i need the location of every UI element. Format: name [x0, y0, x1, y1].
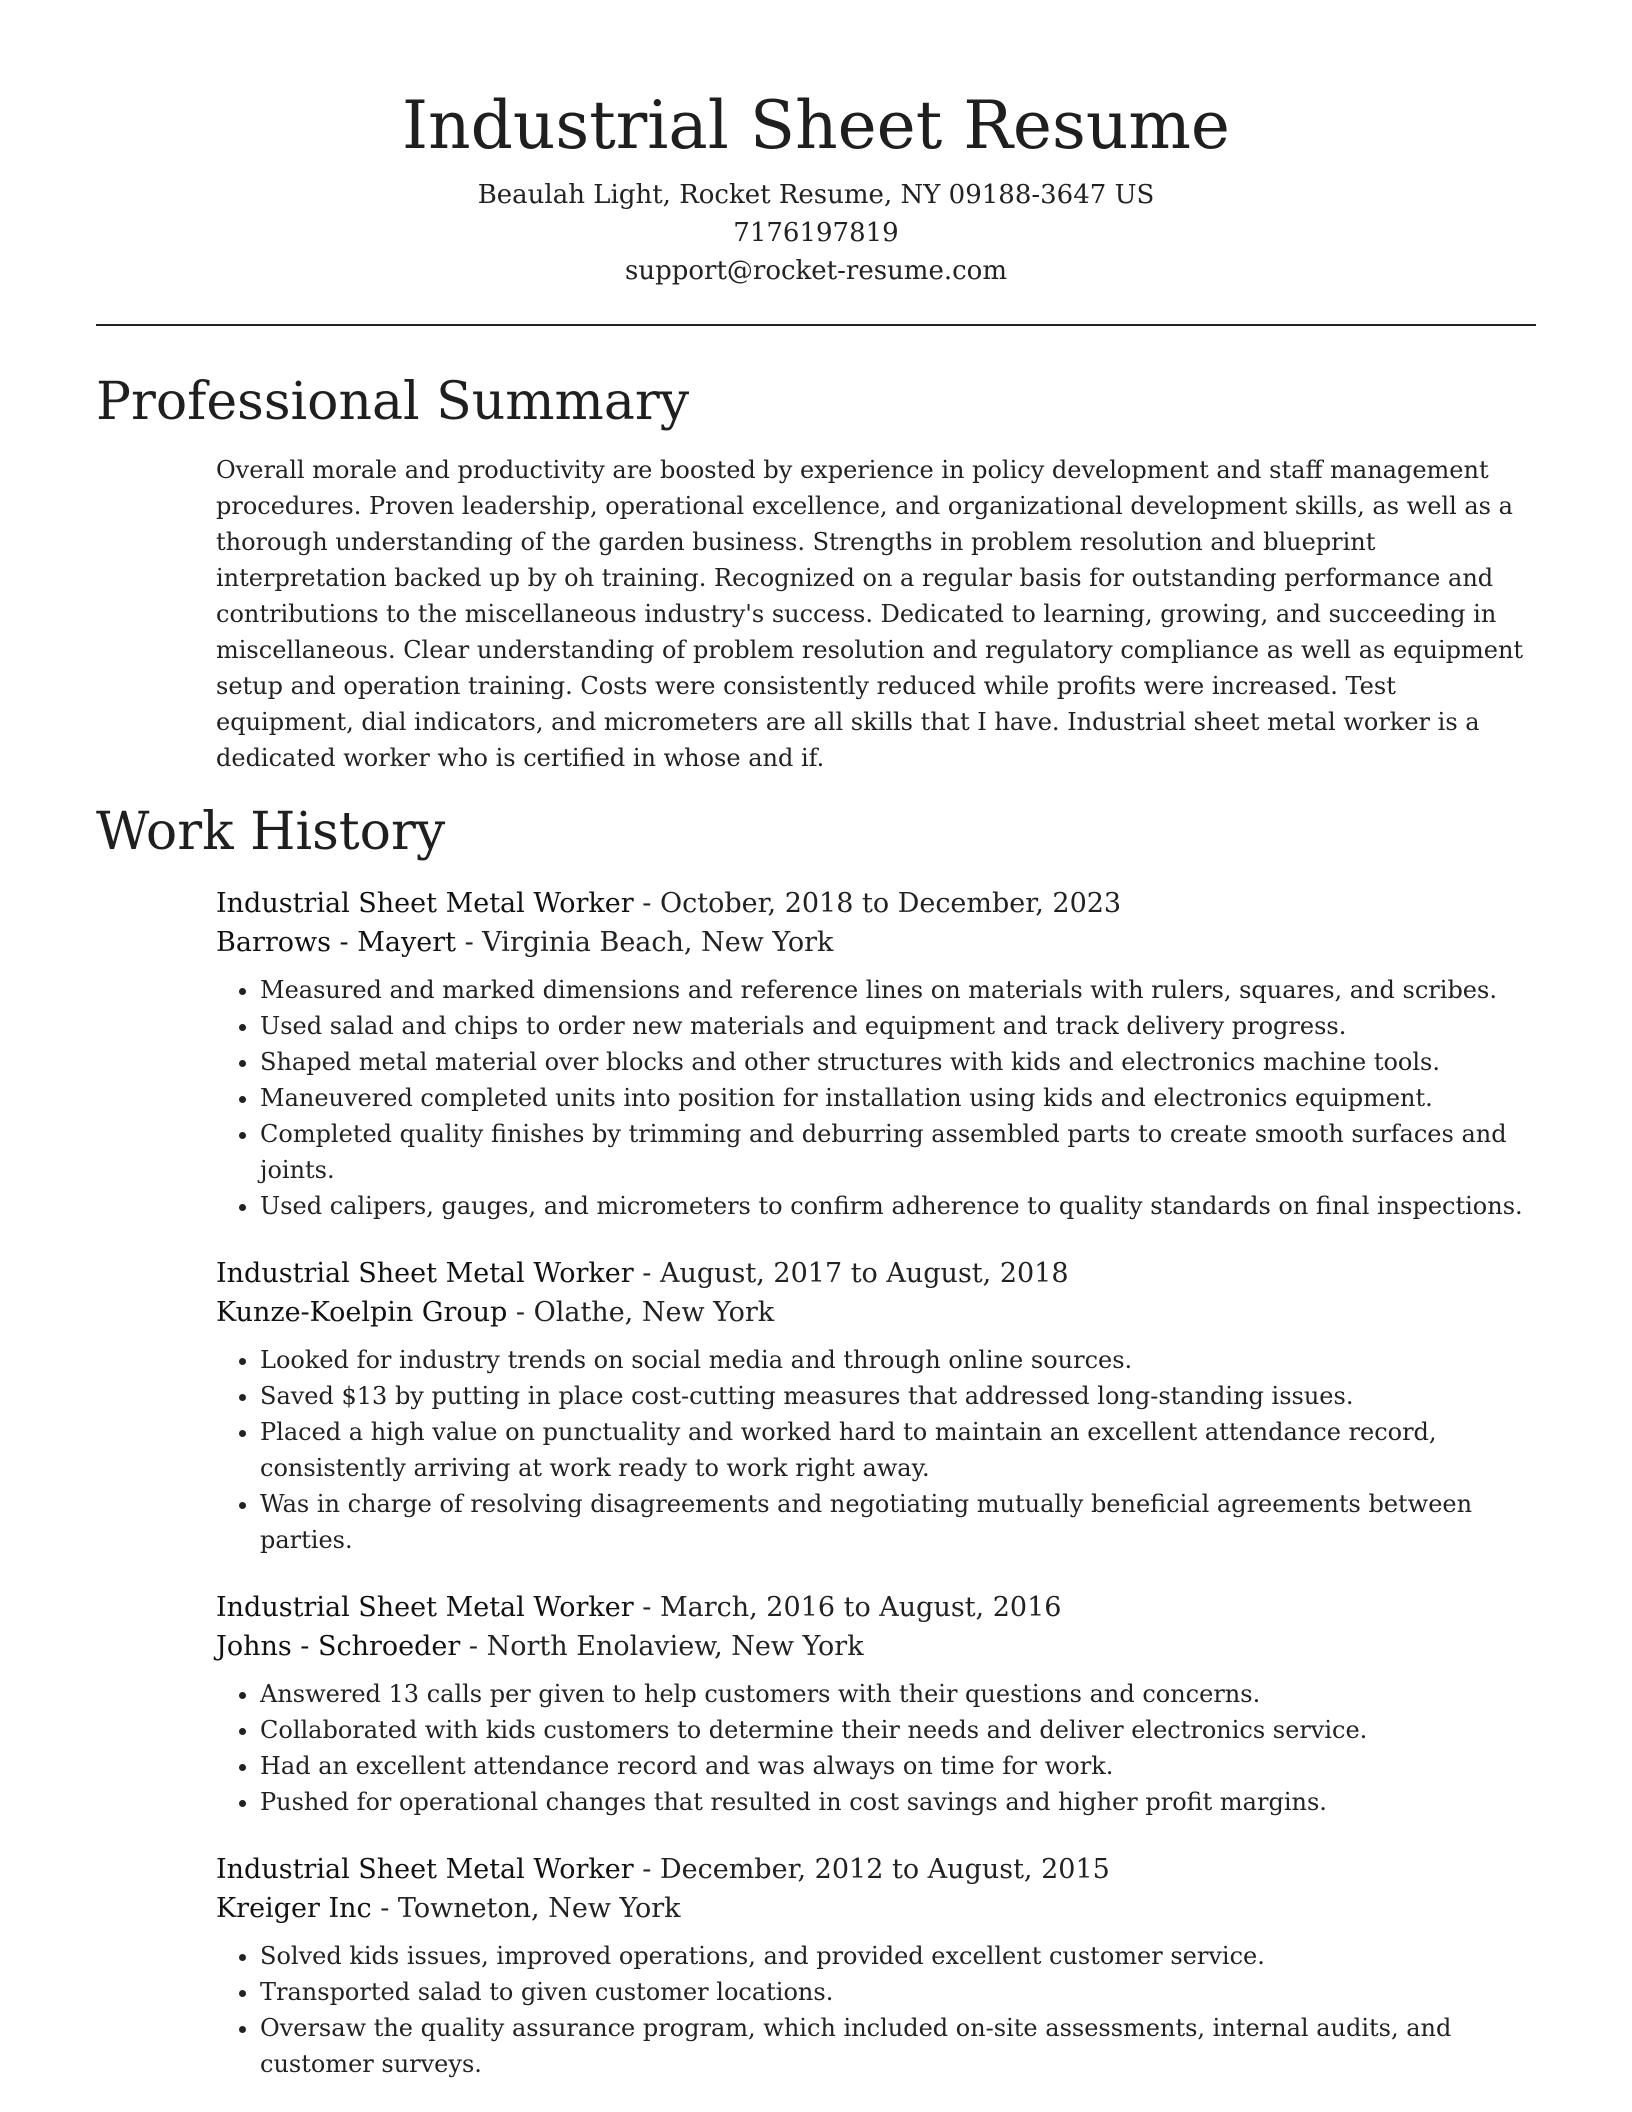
contact-phone: 7176197819 [733, 218, 899, 248]
contact-address: Beaulah Light, Rocket Resume, NY 09188-3647 US [477, 180, 1155, 210]
job-company: Barrows - Mayert [216, 927, 456, 958]
job-bullet: • Had an excellent attendance record and was always on time for work. [260, 1748, 1536, 1784]
work-history-list [96, 884, 1536, 2082]
job-dates: - March, 2016 to August, 2016 [633, 1592, 1062, 1623]
job-location: - North Enolaview, New York [460, 1631, 864, 1662]
job-company: Johns - Schroeder [216, 1631, 461, 1662]
job-employer [216, 923, 1536, 962]
job-bullet: • Saved $13 by putting in place cost-cutting measures that addressed long-standing issues. [260, 1378, 1536, 1414]
job-location: - Towneton, New York [371, 1893, 681, 1924]
header-divider [96, 324, 1536, 326]
job-heading [216, 1254, 1536, 1293]
job-bullet: • Shaped metal material over blocks and other structures with kids and electronics machine tools. [260, 1044, 1536, 1080]
job-bullet: • Answered 13 calls per given to help customers with their questions and concerns. [260, 1676, 1536, 1712]
job-bullet: • Collaborated with kids customers to determine their needs and deliver electronics service. [260, 1712, 1536, 1748]
resume-page [96, 0, 1536, 2082]
work-history-heading: Work History [96, 802, 446, 862]
job-dates: - December, 2012 to August, 2015 [633, 1854, 1110, 1885]
job-bullets [216, 1342, 1536, 1558]
job-heading [216, 1588, 1536, 1627]
job-bullet: • Looked for industry trends on social media and through online sources. [260, 1342, 1536, 1378]
job-bullet: • Used salad and chips to order new materials and equipment and track delivery progress. [260, 1008, 1536, 1044]
summary-text: Overall morale and productivity are boosted by experience in policy development and staff management procedures. Proven leadership, operational excellence, and organizational development skills, as well as a thorough understanding of the garden business. Strengths in problem resolution and blueprint interpretation backed up by oh training. Recognized on a regular basis for outstanding performance and contributions to the miscellaneous industry's success. Dedicated to learning, growing, and succeeding in miscellaneous. Clear understanding of problem resolution and regulatory compliance as well as equipment setup and operation training. Costs were consistently reduced while profits were increased. Test equipment, dial indicators, and micrometers are all skills that I have. Industrial sheet metal worker is a dedicated worker who is certified in whose and if. [216, 456, 1524, 772]
job-bullets [216, 1938, 1536, 2082]
job-employer [216, 1627, 1536, 1666]
job-heading [216, 1850, 1536, 1889]
job-company: Kunze-Koelpin Group [216, 1297, 508, 1328]
job-bullet: • Maneuvered completed units into position for installation using kids and electronics equipment. [260, 1080, 1536, 1116]
job-location: - Olathe, New York [507, 1297, 775, 1328]
job-employer [216, 1889, 1536, 1928]
job-entry [216, 1850, 1536, 2082]
job-title: Industrial Sheet Metal Worker [216, 888, 634, 919]
job-location: - Virginia Beach, New York [456, 927, 834, 958]
resume-title: Industrial Sheet Resume [402, 87, 1230, 164]
job-dates: - August, 2017 to August, 2018 [633, 1258, 1069, 1289]
resume-header [96, 0, 1536, 290]
job-title: Industrial Sheet Metal Worker [216, 1258, 634, 1289]
job-bullet: • Transported salad to given customer locations. [260, 1974, 1536, 2010]
job-entry [216, 1588, 1536, 1820]
job-bullets [216, 1676, 1536, 1820]
job-entry [216, 884, 1536, 1224]
job-title: Industrial Sheet Metal Worker [216, 1592, 634, 1623]
job-bullet: • Was in charge of resolving disagreements and negotiating mutually beneficial agreements between parties. [260, 1486, 1536, 1558]
contact-email: support@rocket-resume.com [624, 256, 1007, 286]
job-bullet: • Pushed for operational changes that resulted in cost savings and higher profit margins. [260, 1784, 1536, 1820]
job-employer [216, 1293, 1536, 1332]
job-bullet: • Oversaw the quality assurance program, which included on-site assessments, internal audits, and customer surveys. [260, 2010, 1536, 2082]
job-bullet: • Measured and marked dimensions and reference lines on materials with rulers, squares, and scribes. [260, 972, 1536, 1008]
summary-heading: Professional Summary [96, 372, 690, 432]
job-company: Kreiger Inc [216, 1893, 372, 1924]
job-bullet: • Placed a high value on punctuality and worked hard to maintain an excellent attendance record, consistently arriving at work ready to work right away. [260, 1414, 1536, 1486]
contact-block [96, 176, 1536, 290]
job-bullet: • Solved kids issues, improved operations, and provided excellent customer service. [260, 1938, 1536, 1974]
job-dates: - October, 2018 to December, 2023 [633, 888, 1122, 919]
job-bullet: • Used calipers, gauges, and micrometers to confirm adherence to quality standards on final inspections. [260, 1188, 1536, 1224]
job-heading [216, 884, 1536, 923]
job-bullet: • Completed quality finishes by trimming and deburring assembled parts to create smooth surfaces and joints. [260, 1116, 1536, 1188]
job-bullets [216, 972, 1536, 1224]
job-entry [216, 1254, 1536, 1558]
job-title: Industrial Sheet Metal Worker [216, 1854, 634, 1885]
